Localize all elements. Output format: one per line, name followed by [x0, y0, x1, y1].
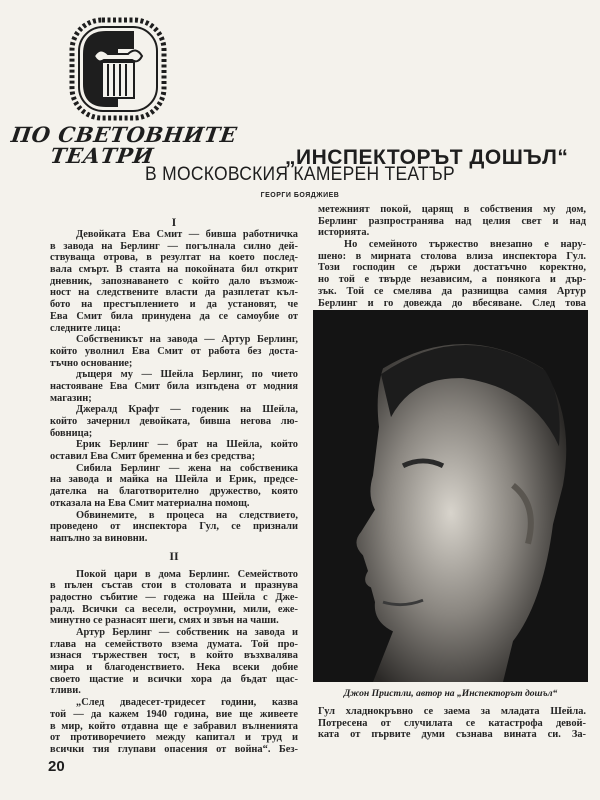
- text-line: шено: в мирната столова влиза инспектора Гул.: [318, 250, 586, 262]
- text-line: дателка на благотворително дружество, която: [50, 486, 298, 498]
- text-line: бото на престъплението и да установят, че: [50, 299, 298, 311]
- text-line: изнася тържествен тост, в който възхвалява: [50, 650, 298, 662]
- text-line: бовница;: [50, 427, 93, 439]
- right-text-column-bottom: [318, 706, 586, 741]
- text-line: Този господин се държи достатъчно коректно,: [318, 262, 586, 274]
- text-line: в завода на Берлинг — погълнала силно дей-: [50, 240, 298, 252]
- text-line: ката от първите думи съзнава вината си. За-: [318, 729, 586, 741]
- text-line: метежният покой, царящ в собствения му дом,: [318, 204, 586, 215]
- portrait-photo: [313, 310, 588, 682]
- text-line: Покой цари в дома Берлинг. Семейството: [76, 568, 298, 580]
- text-line: Ева Смит била принудена да се самоубие от: [50, 310, 298, 322]
- text-line: дъщеря му — Шейла Берлинг, по чието: [76, 369, 298, 381]
- text-line: своето щастие и всички хора да бъдат щас-: [50, 673, 298, 685]
- text-line: ствуваща отрова, в резултат на което послед-: [50, 252, 298, 264]
- text-line: Сибила Берлинг — жена на собственика: [76, 462, 298, 474]
- text-line: проведено от инспектора Гул, се признали: [50, 521, 298, 533]
- section-number: I: [171, 215, 177, 229]
- right-text-column-top: [318, 204, 586, 309]
- text-line: тъчно основание;: [50, 357, 133, 369]
- theatre-column-logo: [66, 14, 170, 124]
- text-line: глава на семейството взема думата. Той про-: [50, 638, 298, 650]
- text-line: Артур Берлинг — собственик на завода и: [76, 627, 298, 638]
- text-line: на завода и майка на Шейла и Ерик, предсе-: [50, 474, 298, 486]
- text-line: историята.: [318, 227, 370, 239]
- text-line: отказала на Ева Смит материална помощ.: [50, 497, 250, 509]
- text-line: в мир, който отдавна ще е забравил вълненията: [50, 720, 298, 732]
- text-line: минутно се разнасят шеги, смях и звън на чаши.: [50, 615, 279, 627]
- text-line: тливи.: [50, 685, 81, 697]
- text-line: от противоречието между капитал и труд и: [50, 732, 298, 744]
- text-line: „След двадесет-тридесет години, казва: [76, 697, 298, 709]
- text-line: който зачернил девойката, бивша негова лю-: [50, 416, 298, 427]
- text-line: зък. Той се смелява да разнищва самия Артур: [318, 285, 586, 297]
- text-line: Девойката Ева Смит — бивша работничка: [76, 229, 298, 240]
- section-title-line: ПО СВЕТОВНИТЕ: [9, 122, 239, 147]
- section-number: II: [169, 548, 179, 563]
- text-line: Джералд Крафт — годеник на Шейла,: [76, 404, 298, 416]
- text-line: магазин;: [50, 392, 92, 404]
- section-title: [7, 122, 239, 168]
- left-text-column: [50, 215, 298, 756]
- text-line: Но семейното тържество внезапно е нару-: [344, 239, 586, 251]
- photo-caption: Джон Пристли, автор на „Инспекторът дошъл“: [343, 688, 558, 699]
- page-number: 20: [48, 758, 65, 775]
- text-line: който уволнил Ева Смит от работа без доста-: [50, 345, 298, 357]
- text-line: настояване Ева Смит била изпъдена от модния: [50, 380, 298, 392]
- article-title: „ИНСПЕКТОРЪТ ДОШЪЛ“: [285, 146, 569, 169]
- text-line: Потресена от случилата се катастрофа девой-: [318, 717, 586, 729]
- text-line: Берлинг и го довежда до вбесяване. След това: [318, 297, 586, 309]
- portrait-image: [313, 310, 588, 682]
- text-line: вала смърт. В стаята на покойната бил открит: [50, 264, 298, 276]
- text-line: дневник, запознаването с който дало възмож-: [50, 275, 298, 287]
- text-line: Берлинг разпространява над целия свет и над: [318, 215, 586, 227]
- text-line: Гул хладнокръвно се заема за младата Шейла.: [318, 706, 586, 717]
- text-line: той — да кажем 1940 година, вие ще живеете: [50, 708, 298, 720]
- text-line: Обвинемите, в процеса на следствието,: [76, 509, 298, 521]
- text-line: следните лица:: [50, 322, 121, 334]
- text-line: ралд. Всички са весели, остроумни, мили, еже-: [50, 603, 298, 615]
- article-subtitle: В МОСКОВСКИЯ КАМЕРЕН ТЕАТЪР: [145, 164, 455, 185]
- text-line: всички тия глупави опасения от война“. Без-: [50, 743, 298, 755]
- text-line: радостно събитие — годежа на Шейла с Дже-: [50, 591, 298, 603]
- text-line: мира и благоденствието. Нека всеки добие: [50, 662, 298, 674]
- text-line: оставил Ева Смит бременна и без средства;: [50, 451, 256, 463]
- text-line: в пълен състав стои в столовата и празнува: [50, 580, 298, 592]
- text-line: Собственикът на завода — Артур Берлинг,: [76, 334, 298, 346]
- text-line: Ерик Берлинг — брат на Шейла, който: [76, 439, 298, 451]
- section-title-line: ТЕАТРИ: [48, 143, 156, 168]
- author-byline: ГЕОРГИ БОЯДЖИЕВ: [260, 192, 340, 199]
- text-line: но той е твърде независим, а понякога и дър-: [318, 274, 586, 286]
- text-line: ност на следствените власти да разплетат къл-: [50, 287, 298, 299]
- text-line: напълно за виновни.: [50, 532, 148, 544]
